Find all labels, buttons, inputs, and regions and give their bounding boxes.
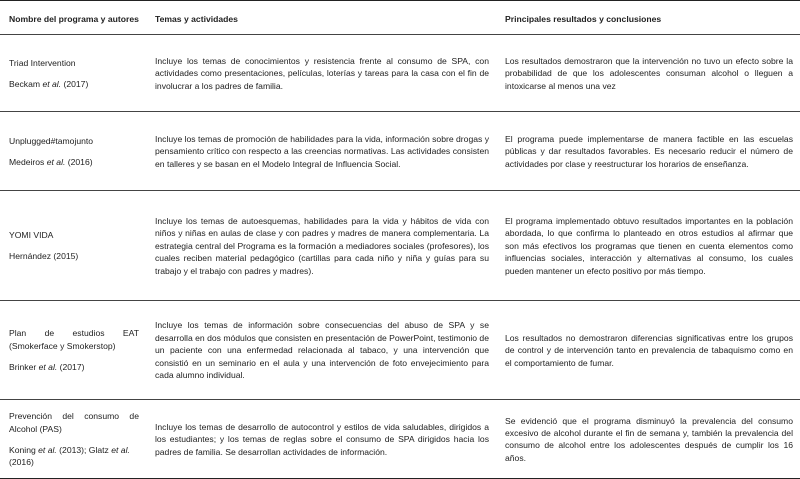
authors-year: (2013); Glatz [56,444,112,455]
header-topics-activities: Temas y actividades [146,1,496,35]
authors-text: Beckam [9,78,43,89]
table-header-row [0,1,800,35]
results-cell: El programa implementado obtuvo resultados importantes en la población abordada, lo que confirma lo planteado en otros estudios al afirmar que son más efectivos los programas que tienen en cuenta elementos como influencias sociales, interacción y alternativas al consumo, los cuales pueden mantener un efecto positivo por más tiempo. [496,191,800,301]
program-name: Unplugged#tamojunto [9,135,94,146]
program-cell [0,400,146,479]
authors-etal: et al. [38,444,57,455]
authors-text: Brinker [9,362,39,373]
authors-text: Hernández (2015) [9,251,79,262]
program-authors [9,156,139,168]
results-cell: Los resultados no demostraron diferencias significativas entre los grupos de control y de intervención tanto en prevalencia de tabaquismo como en el comportamiento de fumar. [496,301,800,400]
topics-cell: Incluye los temas de autoesquemas, habilidades para la vida y hábitos de vida con niños y niñas en aulas de clase y con padres y madres de manera complementaria. La estrategia central del Programa es la formación a mediadores sociales (profesores), los cuales reciben material pedagógico (cartillas para cada niño y niña y guías para su trabajo y el trabajo con padres y madres). [146,191,496,301]
table-row [0,112,800,191]
header-program-authors: Nombre del programa y autores [0,1,146,35]
authors-etal: et al. [111,444,130,455]
program-cell [0,35,146,112]
authors-year: (2016) [65,156,93,167]
program-authors [9,444,139,469]
program-authors [9,78,139,90]
authors-text: Medeiros [9,156,47,167]
program-name: Plan de estudios EAT (Smokerface y Smokerstop) [9,328,139,351]
topics-cell: Incluye los temas de promoción de habilidades para la vida, información sobre drogas y pensamiento crítico con respecto a las creencias normativas. Las actividades consisten en talleres y se basan en el Modelo Integral de Influencia Social. [146,112,496,191]
program-authors [9,361,139,373]
table-row [0,35,800,112]
authors-etal: et al. [38,362,58,373]
authors-year: (2017) [61,78,89,89]
program-cell [0,112,146,191]
authors-etal: et al. [46,156,66,167]
topics-cell: Incluye los temas de desarrollo de autocontrol y estilos de vida saludables, dirigidos a los estudiantes; y los temas de reglas sobre el consumo de SPA dirigidos hacia los padres de familia. Se desarrollan actividades de información. [146,400,496,479]
header-results-conclusions: Principales resultados y conclusiones [496,1,800,35]
authors-etal: et al. [42,78,62,89]
results-cell: Se evidenció que el programa disminuyó la prevalencia del consumo excesivo de alcohol durante el fin de semana y, también la prevalencia del consumo de alcohol entre los adolescentes después de cumplir los 16 años. [496,400,800,479]
program-authors [9,250,139,262]
results-cell: El programa puede implementarse de manera factible en las escuelas públicas y dar resultados favorables. Es necesario reducir el número de actividades por clase y reestructurar los horarios de enseñanza. [496,112,800,191]
table-row [0,191,800,301]
program-cell [0,191,146,301]
program-name: Triad Intervention [9,57,76,68]
program-name: Prevención del consumo de Alcohol (PAS) [9,411,139,434]
authors-text: Koning [9,444,39,455]
topics-cell: Incluye los temas de conocimientos y resistencia frente al consumo de SPA, con actividades como presentaciones, películas, loterías y tareas para la casa con el fin de involucrar a los padres de familia. [146,35,496,112]
program-name: YOMI VIDA [9,230,54,240]
table-row [0,301,800,400]
table-row [0,400,800,479]
authors-year: (2017) [57,362,85,373]
program-cell [0,301,146,400]
topics-cell: Incluye los temas de información sobre consecuencias del abuso de SPA y se desarrolla en dos módulos que consisten en presentación de PowerPoint, testimonio de un paciente con una enfermedad relacionada al tabaco, y una intervención que consistió en un seminario en el aula y una intervención de foto envejecimiento para cada alumno individual. [146,301,496,400]
authors-year: (2016) [9,457,34,468]
results-cell: Los resultados demostraron que la intervención no tuvo un efecto sobre la probabilidad de que los adolescentes consuman alcohol o lleguen a intoxicarse al menos una vez [496,35,800,112]
